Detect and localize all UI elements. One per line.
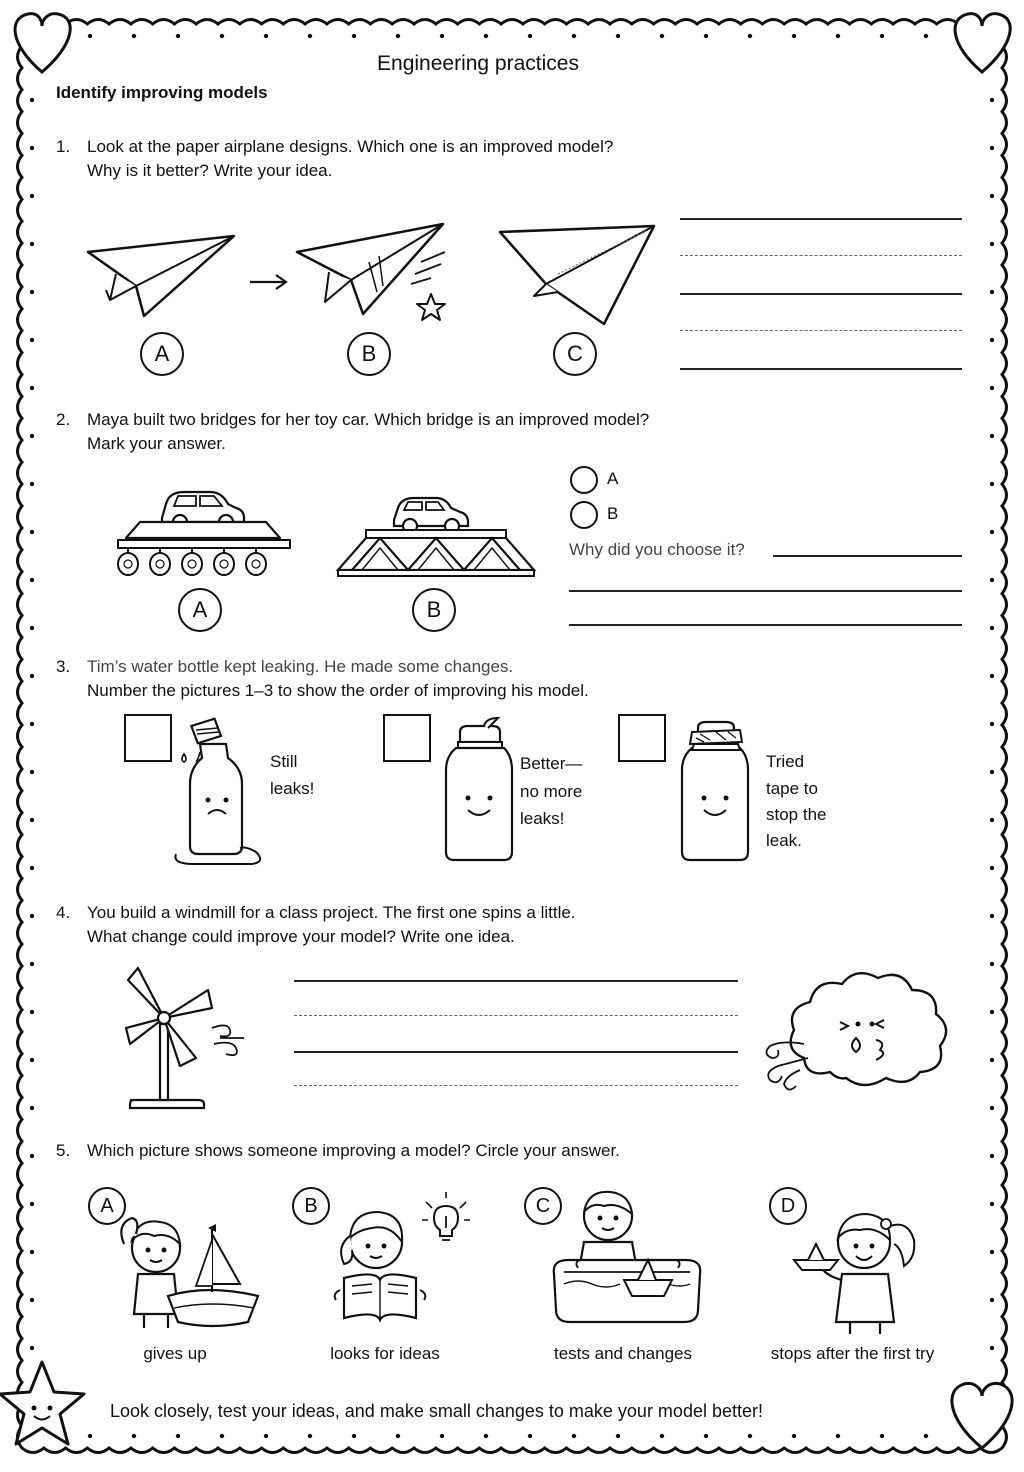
q4-line2: What change could improve your model? Write one idea. — [87, 927, 515, 946]
q4-answer-dash-2[interactable] — [294, 1085, 738, 1086]
border-dot — [264, 34, 268, 38]
border-dot — [792, 1434, 796, 1438]
paper-airplane-b-icon — [295, 222, 465, 332]
border-dot — [30, 1250, 34, 1254]
border-dot — [30, 482, 34, 486]
q1-answer-line-1[interactable] — [680, 218, 962, 220]
border-dot — [924, 1434, 928, 1438]
q3-order-box-1[interactable] — [124, 714, 172, 762]
border-dot — [990, 770, 994, 774]
border-dot — [352, 1434, 356, 1438]
q1-label-c: C — [553, 332, 597, 376]
girl-holding-paper-boat-icon — [790, 1196, 930, 1336]
blowing-cloud-icon — [760, 962, 960, 1102]
q3-line1: Tim’s water bottle kept leaking. He made some changes. — [87, 657, 514, 676]
q2-radio-a[interactable] — [570, 466, 598, 494]
border-dot — [990, 914, 994, 918]
border-dot — [30, 914, 34, 918]
border-dot — [30, 674, 34, 678]
border-dot — [30, 1106, 34, 1110]
border-dot — [30, 722, 34, 726]
star-icon-bottom-left — [0, 1362, 84, 1444]
border-dot — [704, 34, 708, 38]
boy-with-sailboat-icon — [112, 1204, 272, 1334]
q5-label-d[interactable]: D — [769, 1187, 807, 1225]
heart-icon-bottom-right — [952, 1383, 1012, 1448]
border-dot — [396, 34, 400, 38]
border-dot — [990, 1154, 994, 1158]
q2-line2: Mark your answer. — [87, 434, 226, 453]
border-dot — [616, 1434, 620, 1438]
border-dot — [30, 626, 34, 630]
border-dot — [990, 1250, 994, 1254]
q2-why-label: Why did you choose it? — [569, 540, 745, 559]
q2-label-b: B — [412, 588, 456, 632]
border-dot — [30, 146, 34, 150]
q2-radio-b[interactable] — [570, 501, 598, 529]
border-dot — [990, 674, 994, 678]
border-dot — [704, 1434, 708, 1438]
border-dot — [30, 962, 34, 966]
border-dot — [176, 34, 180, 38]
border-dot — [30, 434, 34, 438]
q1-answer-dash-2[interactable] — [680, 330, 962, 331]
border-dot — [748, 34, 752, 38]
q1-number: 1. — [56, 137, 71, 156]
q3-item2-line1: Better— — [520, 754, 583, 773]
border-dot — [990, 626, 994, 630]
q1-answer-line-2[interactable] — [680, 293, 962, 295]
paper-airplane-a-icon — [86, 230, 246, 330]
q5-caption-d: stops after the first try — [770, 1344, 935, 1363]
heart-icon-top-right — [955, 14, 1010, 72]
q3-order-box-2[interactable] — [383, 714, 431, 762]
border-dot — [880, 34, 884, 38]
border-dot — [484, 1434, 488, 1438]
border-dot — [990, 1058, 994, 1062]
q3-item2-line3: leaks! — [520, 809, 565, 828]
border-dot — [88, 1434, 92, 1438]
q1-label-a: A — [140, 332, 184, 376]
q2-why-line-2[interactable] — [569, 590, 962, 592]
q3-item3-line4: leak. — [766, 831, 802, 850]
border-dot — [990, 290, 994, 294]
border-dot — [990, 1298, 994, 1302]
border-dot — [176, 1434, 180, 1438]
q3-item2-line2: no more — [520, 782, 583, 801]
bridge-b-truss-icon — [336, 490, 536, 580]
border-dot — [30, 1010, 34, 1014]
border-dot — [990, 1010, 994, 1014]
border-dot — [990, 434, 994, 438]
border-dot — [30, 98, 34, 102]
q5-line: Which picture shows someone improving a model? Circle your answer. — [87, 1141, 620, 1160]
border-dot — [990, 482, 994, 486]
footer-tip: Look closely, test your ideas, and make small changes to make your model better! — [110, 1401, 763, 1421]
border-dot — [572, 34, 576, 38]
border-dot — [660, 1434, 664, 1438]
border-dot — [990, 1202, 994, 1206]
q1-line1: Look at the paper airplane designs. Which one is an improved model? — [87, 137, 614, 156]
arrow-right-icon — [248, 272, 292, 292]
girl-reading-book-icon — [330, 1190, 490, 1330]
q3-item3-line1: Tried — [766, 752, 805, 771]
border-dot — [836, 34, 840, 38]
border-dot — [132, 1434, 136, 1438]
q3-item3-line3: stop the — [766, 805, 827, 824]
q3-item1-line2: leaks! — [270, 779, 315, 798]
border-dot — [616, 34, 620, 38]
q1-answer-line-3[interactable] — [680, 368, 962, 370]
border-dot — [990, 194, 994, 198]
q1-label-b: B — [347, 332, 391, 376]
q3-item1-line1: Still — [270, 752, 298, 771]
border-dot — [352, 34, 356, 38]
border-dot — [30, 194, 34, 198]
border-dot — [924, 34, 928, 38]
border-dot — [30, 1202, 34, 1206]
q2-number: 2. — [56, 410, 71, 429]
q1-line2: Why is it better? Write your idea. — [87, 161, 333, 180]
border-dot — [484, 34, 488, 38]
q5-caption-b: looks for ideas — [330, 1344, 440, 1363]
q3-order-box-3[interactable] — [618, 714, 666, 762]
windmill-icon — [120, 962, 260, 1112]
page-subtitle: Identify improving models — [56, 83, 268, 102]
border-dot — [990, 962, 994, 966]
border-dot — [990, 386, 994, 390]
border-dot — [132, 34, 136, 38]
border-dot — [30, 290, 34, 294]
q2-option-a: A — [607, 469, 619, 488]
q4-answer-dash-1[interactable] — [294, 1015, 738, 1016]
border-dot — [220, 1434, 224, 1438]
q2-label-a: A — [178, 588, 222, 632]
border-dot — [30, 242, 34, 246]
page-title: Engineering practices — [377, 52, 579, 75]
border-dot — [220, 34, 224, 38]
border-dot — [990, 242, 994, 246]
border-dot — [308, 34, 312, 38]
border-dot — [264, 1434, 268, 1438]
q4-line1: You build a windmill for a class project. The first one spins a little. — [87, 903, 576, 922]
border-dot — [990, 722, 994, 726]
border-dot — [990, 146, 994, 150]
q4-number: 4. — [56, 903, 71, 922]
border-dot — [396, 1434, 400, 1438]
border-dot — [440, 34, 444, 38]
border-dot — [990, 1106, 994, 1110]
border-dot — [990, 578, 994, 582]
q2-why-line-1[interactable] — [773, 555, 962, 557]
border-dot — [990, 866, 994, 870]
border-dot — [30, 770, 34, 774]
border-dot — [990, 1346, 994, 1350]
boy-testing-boat-icon — [548, 1188, 708, 1328]
border-dot — [792, 34, 796, 38]
border-dot — [528, 1434, 532, 1438]
q5-label-a[interactable]: A — [88, 1187, 126, 1225]
q5-caption-c: tests and changes — [554, 1344, 692, 1363]
border-dot — [836, 1434, 840, 1438]
border-dot — [990, 98, 994, 102]
q5-label-c[interactable]: C — [524, 1187, 562, 1225]
border-dot — [990, 530, 994, 534]
border-dot — [30, 578, 34, 582]
border-dot — [440, 1434, 444, 1438]
bridge-a-log-icon — [114, 482, 294, 582]
border-dot — [30, 1154, 34, 1158]
q4-answer-line-1[interactable] — [294, 980, 738, 982]
border-dot — [308, 1434, 312, 1438]
border-dot — [30, 1058, 34, 1062]
paper-airplane-c-icon — [498, 222, 668, 332]
border-dot — [880, 1434, 884, 1438]
q2-why-line-3[interactable] — [569, 624, 962, 626]
taped-bottle-icon — [676, 716, 756, 866]
border-dot — [30, 530, 34, 534]
q5-label-b[interactable]: B — [292, 1187, 330, 1225]
border-dot — [30, 866, 34, 870]
leaking-bottle-icon — [170, 718, 270, 868]
border-dot — [528, 34, 532, 38]
border-dot — [30, 1346, 34, 1350]
border-dot — [30, 386, 34, 390]
q2-line1: Maya built two bridges for her toy car. Which bridge is an improved model? — [87, 410, 650, 429]
q1-answer-dash-1[interactable] — [680, 255, 962, 256]
q2-option-b: B — [607, 504, 619, 523]
border-dot — [30, 338, 34, 342]
border-dot — [660, 34, 664, 38]
border-dot — [572, 1434, 576, 1438]
border-dot — [990, 818, 994, 822]
q4-answer-line-2[interactable] — [294, 1051, 738, 1053]
border-dot — [30, 1298, 34, 1302]
q5-caption-a: gives up — [143, 1344, 207, 1363]
border-dot — [88, 34, 92, 38]
border-dot — [990, 338, 994, 342]
q3-line2: Number the pictures 1–3 to show the order of improving his model. — [87, 681, 589, 700]
fixed-bottle-icon — [440, 716, 520, 866]
border-dot — [748, 1434, 752, 1438]
q5-number: 5. — [56, 1141, 71, 1160]
border-dot — [30, 818, 34, 822]
q3-item3-line2: tape to — [766, 779, 818, 798]
q3-number: 3. — [56, 657, 71, 676]
